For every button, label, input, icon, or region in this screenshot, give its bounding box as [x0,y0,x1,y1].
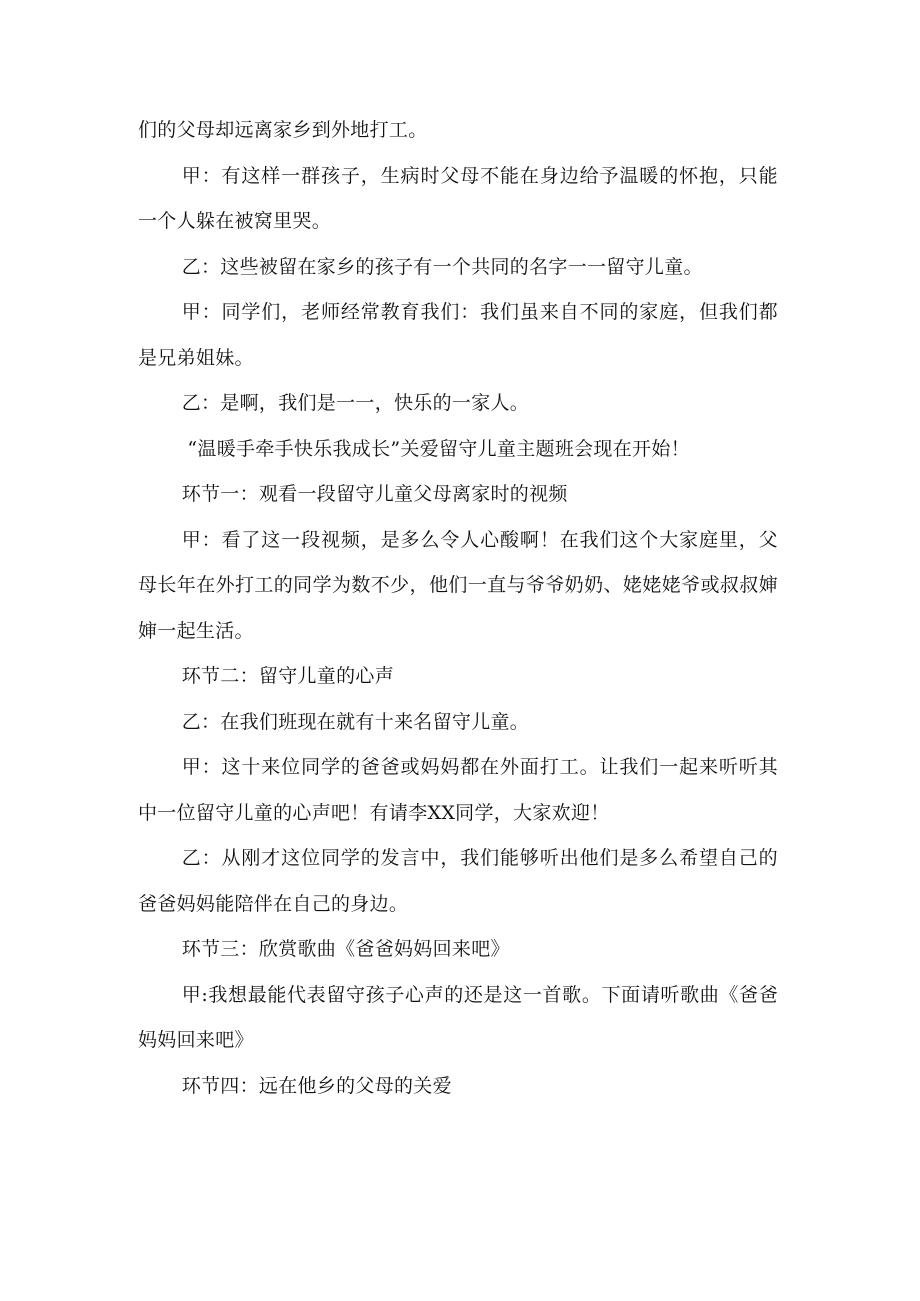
section-heading-3: 环节三：欣赏歌曲《爸爸妈妈回来吧》 [181,938,510,960]
paragraph-dialogue: 甲：看了这一段视频，是多么令人心酸啊！在我们这个大家庭里，父母长年在外打工的同学为数不少，他们一直与爷爷奶奶、姥姥姥爷或叔叔婶婶一起生活。 [138,528,778,642]
paragraph-dialogue: 乙：从刚才这位同学的发言中，我们能够听出他们是多么希望自己的爸爸妈妈能陪伴在自己的身边。 [138,847,778,915]
paragraph-dialogue: 甲：同学们，老师经常教育我们：我们虽来自不同的家庭，但我们都是兄弟姐妹。 [138,301,778,369]
paragraph-dialogue: 甲：这十来位同学的爸爸或妈妈都在外面打工。让我们一起来听听其中一位留守儿童的心声吧！有请李XX同学，大家欢迎！ [138,756,778,824]
paragraph-dialogue: 乙：在我们班现在就有十来名留守儿童。 [181,710,530,733]
document-body [138,108,778,1109]
paragraph-dialogue: 甲：有这样一群孩子，生病时父母不能在身边给予温暖的怀抱，只能一个人躲在被窝里哭。 [138,164,778,232]
paragraph-dialogue: 乙：这些被留在家乡的孩子有一个共同的名字一一留守儿童。 [181,255,703,278]
paragraph-dialogue: 甲:我想最能代表留守孩子心声的还是这一首歌。下面请听歌曲《爸爸妈妈回来吧》 [138,983,778,1051]
section-heading-1: 环节一：观看一段留守儿童父母离家时的视频 [181,483,568,505]
section-heading-2: 环节二：留守儿童的心声 [181,665,394,687]
meeting-title-line: “温暖手牵手快乐我成长”关爱留守儿童主题班会现在开始！ [187,437,690,460]
paragraph-continuation: 们的父母却远离家乡到外地打工。 [138,119,428,141]
paragraph-dialogue: 乙：是啊，我们是一一，快乐的一家人。 [181,392,530,414]
section-heading-4: 环节四：远在他乡的父母的关爱 [181,1074,452,1097]
